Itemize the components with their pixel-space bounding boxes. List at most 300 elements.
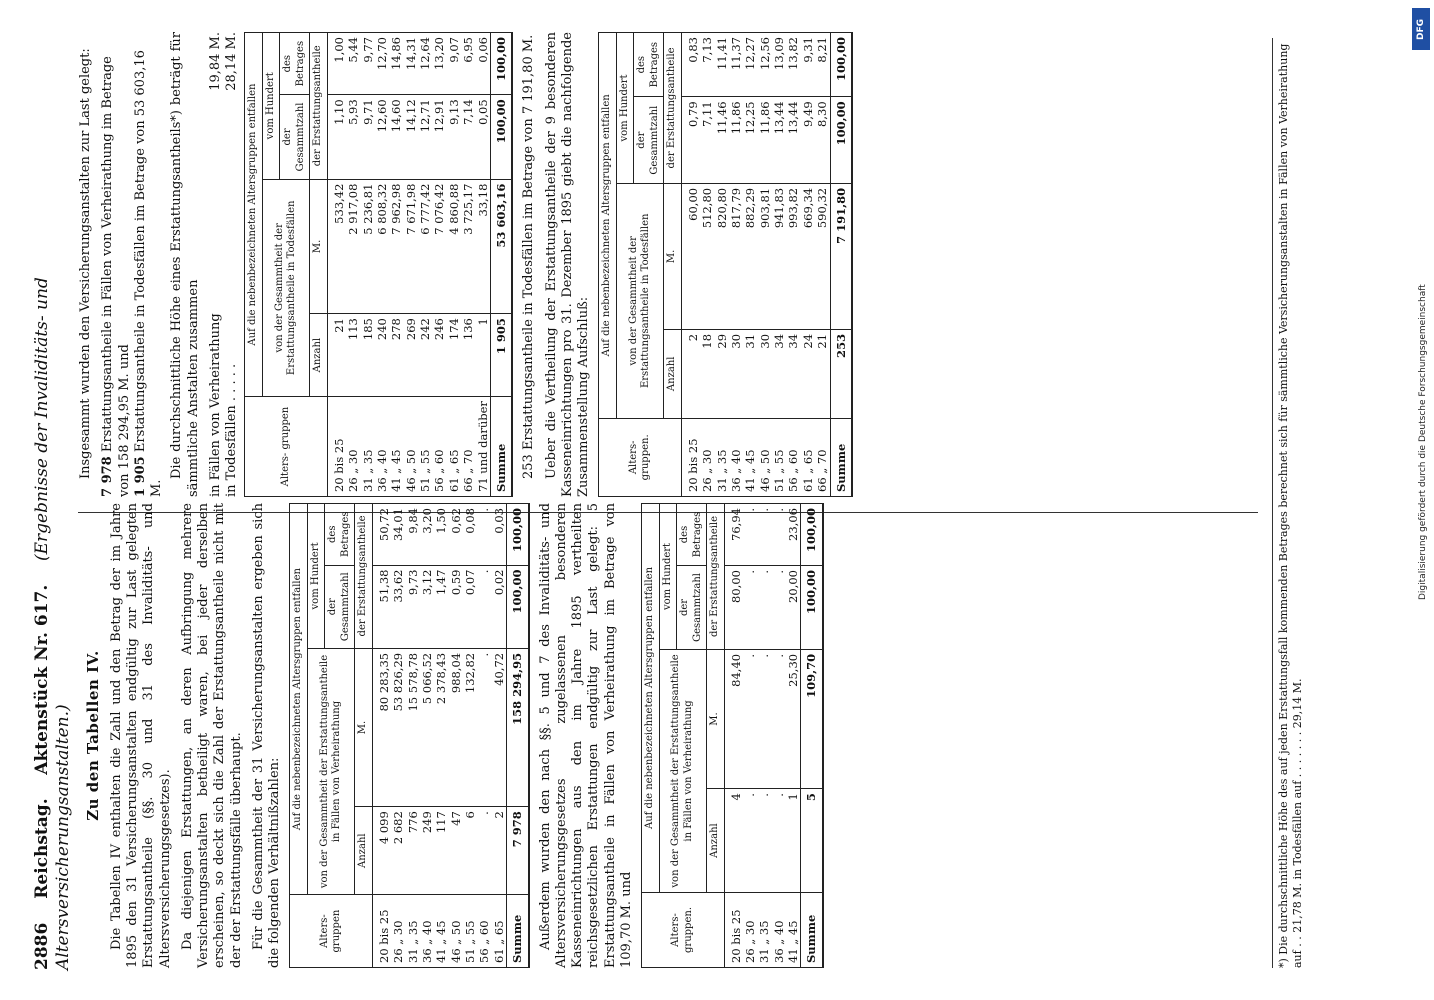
- table-row: [447, 33, 461, 497]
- cell-value: .: [772, 504, 786, 566]
- cell-value: 84,40: [724, 649, 743, 788]
- table-verheirathung-anstalten: [289, 503, 529, 968]
- cell-value: 31: [743, 329, 757, 418]
- row-label: 20 bis 25: [724, 892, 743, 967]
- row-label: 61 „ 65: [447, 397, 461, 497]
- cell-value: 0,06: [476, 33, 491, 95]
- table-row: [463, 504, 477, 968]
- cell-value: 269: [404, 314, 418, 397]
- table-row: [420, 504, 434, 968]
- cell-value: 5,93: [346, 95, 360, 179]
- paragraph-4: Außerdem wurden den nach §§. 5 und 7 des Invaliditäts- und Altersversicherungsgesetzes zugelassenen besonderen Kasseneinrichtungen aus den im Jahre 1895 vertheilten reichsgesetzlichen Erstattungen endgültig zur Last gelegt: 5 Erstattungsantheile in Fällen von Verheirathung im Betrage von 109,70 M. und: [537, 503, 634, 968]
- row-label: 31 „ 35: [406, 895, 420, 968]
- table-tod-anstalten: [244, 32, 513, 497]
- stat-table: [244, 32, 513, 497]
- cell-value: 5,44: [346, 33, 360, 95]
- count-tod: 1 905: [132, 456, 148, 497]
- cell-value: 249: [420, 807, 434, 895]
- cell-value: .: [743, 789, 757, 893]
- cell-value: 7 671,98: [404, 179, 418, 314]
- header-mark: M.: [664, 183, 682, 329]
- table-row: [786, 33, 800, 497]
- cell-value: 1,50: [434, 504, 448, 566]
- cell-value: .: [477, 648, 491, 806]
- table-row: [375, 33, 389, 497]
- cell-value: 136: [461, 314, 475, 397]
- cell-value: 60,00: [681, 183, 700, 329]
- table-row: [743, 504, 757, 968]
- cell-value: 0,07: [463, 565, 477, 648]
- cell-value: 8,21: [815, 33, 830, 97]
- table-row: [461, 33, 475, 497]
- cell-value: 14,12: [404, 95, 418, 179]
- cell-value: 13,82: [786, 33, 800, 97]
- average-paragraph: Die durchschnittliche Höhe eines Erstattungsantheils*) beträgt für sämmtliche Anstalten zusammen: [169, 32, 201, 497]
- header-group: Auf die nebenbezeichneten Altersgruppen entfallen: [599, 33, 617, 419]
- cell-value: 29: [715, 329, 729, 418]
- cell-value: 47: [449, 807, 463, 895]
- cell-value: 0,62: [449, 504, 463, 566]
- cell-value: 14,86: [389, 33, 403, 95]
- header-gesammtzahl: der Gesammtzahl: [634, 97, 664, 184]
- cell-value: 817,79: [729, 183, 743, 329]
- cell-value: 988,04: [449, 648, 463, 806]
- header-absolute: von der Gesammtheit der Erstattungsantheile in Todesfällen: [616, 183, 664, 418]
- row-label: 46 „ 50: [449, 895, 463, 968]
- cell-value: 14,31: [404, 33, 418, 95]
- row-label: 26 „ 30: [700, 418, 714, 496]
- cell-value: 6 777,42: [418, 179, 432, 314]
- cell-value: 20,00: [786, 566, 801, 650]
- table-row: [389, 33, 403, 497]
- paragraph-3: Für die Gesammtheit der 31 Versicherungsanstalten ergeben sich die folgenden Verhältnißzahlen:: [250, 503, 282, 968]
- total-row: [490, 33, 512, 497]
- cell-value: 669,34: [801, 183, 815, 329]
- cell-value: 278: [389, 314, 403, 397]
- table-row: [346, 33, 360, 497]
- cell-value: 9,13: [447, 95, 461, 179]
- total-label: Summe: [801, 892, 823, 967]
- total-value: 100,00: [490, 95, 512, 179]
- header-anzahl: Anzahl: [664, 329, 682, 418]
- table-row: [406, 504, 420, 968]
- table-row: [815, 33, 830, 497]
- cell-value: 882,29: [743, 183, 757, 329]
- cell-value: 34: [772, 329, 786, 418]
- cell-value: 12,64: [418, 33, 432, 95]
- cell-value: .: [757, 649, 771, 788]
- cell-value: 0,79: [681, 97, 700, 184]
- avg-verh-label: in Fällen von Verheirathung: [207, 313, 223, 497]
- cell-value: 12,56: [758, 33, 772, 97]
- cell-value: 21: [815, 329, 830, 418]
- cell-value: 30: [758, 329, 772, 418]
- footnote: *) Die durchschnittliche Höhe des auf jeden Erstattungsfall kommenden Betrages berechnet sich für sämmtliche Versicherungsanstalten in Fällen von Verheirathung auf . . 21,78 M. in Todesfällen auf . . . . . . . 29,14 M.: [1272, 38, 1305, 968]
- cell-value: 117: [434, 807, 448, 895]
- header-group: Auf die nebenbezeichneten Altersgruppen entfallen: [642, 504, 660, 893]
- cell-value: 12,91: [432, 95, 446, 179]
- table-verheirathung-kassen: [641, 503, 824, 968]
- total-value: 100,00: [490, 33, 512, 95]
- table-row: [772, 504, 786, 968]
- stat-table: [641, 503, 824, 968]
- header-vom-hundert: vom Hundert: [659, 504, 677, 650]
- cell-value: 9,31: [801, 33, 815, 97]
- total-value: 100,00: [507, 565, 529, 648]
- cell-value: 12,71: [418, 95, 432, 179]
- cell-value: 2: [492, 807, 507, 895]
- cell-value: 12,25: [743, 97, 757, 184]
- cell-value: 34,01: [391, 504, 405, 566]
- cell-value: 3,12: [420, 565, 434, 648]
- header-absolute: von der Gesammtheit der Erstattungsantheile in Fällen von Verheirathung: [659, 649, 707, 892]
- cell-value: 6 808,32: [375, 179, 389, 314]
- total-value: 100,00: [830, 33, 852, 97]
- cell-value: 0,83: [681, 33, 700, 97]
- table-row: [434, 504, 448, 968]
- header-vom-hundert: vom Hundert: [616, 33, 634, 184]
- cell-value: .: [477, 807, 491, 895]
- cell-value: 132,82: [463, 648, 477, 806]
- cell-value: 7 962,98: [389, 179, 403, 314]
- cell-value: 33,18: [476, 179, 491, 314]
- cell-value: .: [757, 789, 771, 893]
- row-label: 46 „ 50: [758, 418, 772, 496]
- avg-tod-label: in Todesfällen . . . . .: [224, 363, 239, 497]
- table-row: [372, 504, 391, 968]
- cell-value: 25,30: [786, 649, 801, 788]
- text-verheirathung: Erstattungsantheile in Fällen von Verheirathung im Betrage von 158 294,95 M. und: [100, 56, 132, 497]
- cell-value: 51,38: [372, 565, 391, 648]
- table-row: [418, 33, 432, 497]
- cell-value: 12,60: [375, 95, 389, 179]
- header-anzahl: Anzahl: [310, 314, 328, 397]
- cell-value: 0,59: [449, 565, 463, 648]
- page-header: [32, 30, 75, 970]
- cell-value: 50,72: [372, 504, 391, 566]
- cell-value: .: [743, 649, 757, 788]
- cell-value: 1: [786, 789, 801, 893]
- cell-value: 30: [729, 329, 743, 418]
- stat-table: [289, 503, 529, 968]
- header-betrages: des Betrages: [634, 33, 664, 97]
- total-row: [830, 33, 852, 497]
- cell-value: 776: [406, 807, 420, 895]
- cell-value: 8,30: [815, 97, 830, 184]
- cell-value: 13,09: [772, 33, 786, 97]
- header-betrages: des Betrages: [677, 504, 707, 566]
- header-altersgruppen: Alters- gruppen.: [642, 892, 725, 967]
- cell-value: 1: [476, 314, 491, 397]
- total-value: 158 294,95: [507, 648, 529, 806]
- total-label: Summe: [830, 418, 852, 496]
- cell-value: 6: [463, 807, 477, 895]
- cell-value: 4 860,88: [447, 179, 461, 314]
- cell-value: 3 725,17: [461, 179, 475, 314]
- total-value: 100,00: [830, 97, 852, 184]
- cell-value: 174: [447, 314, 461, 397]
- header-gesammtzahl: der Gesammtzahl: [325, 565, 355, 648]
- cell-value: 533,42: [327, 179, 346, 314]
- digitization-credit: Digitalisierung gefördert durch die Deutsche Forschungsgemeinschaft: [1418, 284, 1428, 600]
- table-row: [757, 504, 771, 968]
- table-row: [432, 33, 446, 497]
- cell-value: 7 076,42: [432, 179, 446, 314]
- total-value: 100,00: [801, 566, 823, 650]
- row-label: 61 „ 65: [801, 418, 815, 496]
- cell-value: 9,71: [361, 95, 375, 179]
- cell-value: .: [757, 566, 771, 650]
- cell-value: 80,00: [724, 566, 743, 650]
- row-label: 66 „ 70: [461, 397, 475, 497]
- cell-value: 24: [801, 329, 815, 418]
- cell-value: 7,13: [700, 33, 714, 97]
- cell-value: 820,80: [715, 183, 729, 329]
- cell-value: 1,47: [434, 565, 448, 648]
- header-gesammtzahl: der Gesammtzahl: [280, 95, 310, 179]
- row-label: 31 „ 35: [715, 418, 729, 496]
- table-row: [476, 33, 491, 497]
- table-row: [724, 504, 743, 968]
- total-value: 100,00: [801, 504, 823, 566]
- row-label: 56 „ 60: [786, 418, 800, 496]
- cell-value: 9,77: [361, 33, 375, 95]
- row-label: 61 „ 65: [492, 895, 507, 968]
- publication-name: Reichstag.: [32, 798, 52, 899]
- cell-value: 11,86: [729, 97, 743, 184]
- cell-value: 40,72: [492, 648, 507, 806]
- table-row: [700, 33, 714, 497]
- header-mark: M.: [707, 649, 725, 788]
- row-label: 41 „ 45: [389, 397, 403, 497]
- table-row: [758, 33, 772, 497]
- cell-value: 512,80: [700, 183, 714, 329]
- cell-value: 21: [327, 314, 346, 397]
- table-row: [729, 33, 743, 497]
- paragraph-2: Da diejenigen Erstattungen, an deren Aufbringung mehrere Versicherungsanstalten betheiligt waren, bei jeder derselben erscheinen, so deckt sich die Zahl der Erstattungsantheile nicht mit der der Erstattungsfälle überhaupt.: [179, 503, 244, 968]
- total-value: 100,00: [507, 504, 529, 566]
- total-value: 253: [830, 329, 852, 418]
- row-label: 51 „ 55: [463, 895, 477, 968]
- left-column: [78, 503, 832, 968]
- cell-value: 3,20: [420, 504, 434, 566]
- header-group: Auf die nebenbezeichneten Altersgruppen entfallen: [245, 33, 263, 397]
- cell-value: 9,73: [406, 565, 420, 648]
- section-title: Zu den Tabellen IV.: [84, 650, 102, 821]
- header-betrages: des Betrages: [325, 504, 355, 566]
- cell-value: .: [743, 566, 757, 650]
- cell-value: 1,00: [327, 33, 346, 95]
- row-label: 41 „ 45: [786, 892, 801, 967]
- header-vom-hundert: vom Hundert: [307, 504, 325, 649]
- header-mark: M.: [355, 648, 373, 806]
- cell-value: 0,05: [476, 95, 491, 179]
- header-erstattungsantheile: der Erstattungsantheile: [664, 33, 682, 184]
- total-row: [801, 504, 823, 968]
- row-label: 46 „ 50: [404, 397, 418, 497]
- cell-value: 113: [346, 314, 360, 397]
- table-row: [404, 33, 418, 497]
- row-label: 36 „ 40: [420, 895, 434, 968]
- row-label: 36 „ 40: [729, 418, 743, 496]
- cell-value: 6,95: [461, 33, 475, 95]
- total-value: 109,70: [801, 649, 823, 788]
- cell-value: .: [477, 565, 491, 648]
- header-mark: M.: [310, 179, 328, 314]
- row-label: 66 „ 70: [815, 418, 830, 496]
- document-number: Aktenstück Nr. 617.: [32, 584, 52, 775]
- right-intro: Insgesammt wurden den Versicherungsanstalten zur Last gelegt:: [78, 48, 93, 479]
- summary-lines: [100, 32, 165, 497]
- cell-value: 242: [418, 314, 432, 397]
- cell-value: 5 066,52: [420, 648, 434, 806]
- header-erstattungsantheile: der Erstattungsantheile: [355, 504, 373, 649]
- row-label: 51 „ 55: [418, 397, 432, 497]
- document-subtitle: (Ergebnisse der Invaliditäts- und Altersversicherungsanstalten.): [32, 277, 74, 970]
- cell-value: 0,08: [463, 504, 477, 566]
- cell-value: 246: [432, 314, 446, 397]
- cell-value: 0,03: [492, 504, 507, 566]
- header-group: Auf die nebenbezeichneten Altersgruppen entfallen: [290, 504, 308, 895]
- row-label: 41 „ 45: [434, 895, 448, 968]
- header-gesammtzahl: der Gesammtzahl: [677, 566, 707, 650]
- cell-value: 12,70: [375, 33, 389, 95]
- row-label: 41 „ 45: [743, 418, 757, 496]
- table-row: [477, 504, 491, 968]
- cell-value: 11,46: [715, 97, 729, 184]
- avg-tod-value: 28,14 M.: [224, 32, 239, 91]
- cell-value: .: [743, 504, 757, 566]
- row-label: 20 bis 25: [327, 397, 346, 497]
- right-column: [78, 32, 861, 497]
- cell-value: .: [477, 504, 491, 566]
- table-row: [801, 33, 815, 497]
- cell-value: 0,02: [492, 565, 507, 648]
- digitization-sidebar: [1400, 0, 1434, 1000]
- cell-value: 185: [361, 314, 375, 397]
- cell-value: 80 283,35: [372, 648, 391, 806]
- cell-value: 7,14: [461, 95, 475, 179]
- cell-value: 13,44: [786, 97, 800, 184]
- table-row: [327, 33, 346, 497]
- cell-value: 34: [786, 329, 800, 418]
- header-erstattungsantheile: der Erstattungsantheile: [707, 504, 725, 650]
- cell-value: 2 917,08: [346, 179, 360, 314]
- total-value: 1 905: [490, 314, 512, 397]
- cell-value: .: [772, 649, 786, 788]
- total-value: 5: [801, 789, 823, 893]
- cell-value: 11,86: [758, 97, 772, 184]
- cell-value: 941,83: [772, 183, 786, 329]
- table-row: [786, 504, 801, 968]
- total-value: 7 191,80: [830, 183, 852, 329]
- cell-value: 11,37: [729, 33, 743, 97]
- cell-value: 13,44: [772, 97, 786, 184]
- header-altersgruppen: Alters- gruppen: [290, 895, 373, 968]
- cell-value: .: [757, 504, 771, 566]
- page-number: 2886: [32, 922, 52, 970]
- cell-value: .: [772, 789, 786, 893]
- total-label: Summe: [507, 895, 529, 968]
- cell-value: 2 682: [391, 807, 405, 895]
- cell-value: 4: [724, 789, 743, 893]
- table-row: [391, 504, 405, 968]
- cell-value: 2: [681, 329, 700, 418]
- header-anzahl: Anzahl: [707, 789, 725, 893]
- cell-value: 993,82: [786, 183, 800, 329]
- text-tod: Erstattungsantheile in Todesfällen im Betrage von 53 603,16 M.: [132, 50, 164, 497]
- cell-value: 23,06: [786, 504, 801, 566]
- header-betrages: des Betrages: [280, 33, 310, 95]
- total-row: [507, 504, 529, 968]
- cell-value: 590,32: [815, 183, 830, 329]
- cell-value: 240: [375, 314, 389, 397]
- paragraph-tod: 253 Erstattungsantheile in Todesfällen im Betrage von 7 191,80 M.: [521, 34, 537, 479]
- cell-value: 9,07: [447, 33, 461, 95]
- row-label: 31 „ 35: [361, 397, 375, 497]
- count-verheirathung: 7 978: [100, 456, 116, 497]
- cell-value: 15 578,78: [406, 648, 420, 806]
- header-erstattungsantheile: der Erstattungsantheile: [310, 33, 328, 180]
- row-label: 56 „ 60: [477, 895, 491, 968]
- cell-value: 5 236,81: [361, 179, 375, 314]
- row-label: 20 bis 25: [681, 418, 700, 496]
- total-value: 53 603,16: [490, 179, 512, 314]
- cell-value: 1,10: [327, 95, 346, 179]
- avg-verh-value: 19,84 M.: [207, 32, 223, 91]
- dfg-logo: DFG: [1412, 8, 1430, 50]
- row-label: 31 „ 35: [757, 892, 771, 967]
- intro-paragraph: Die Tabellen IV enthalten die Zahl und den Betrag der im Jahre 1895 den 31 Versicherungsanstalten endgültig zur Last gelegten Erstattungsantheile (§§. 30 und 31 des Invaliditäts- und Altersversicherungsgesetzes).: [108, 503, 173, 968]
- row-label: 56 „ 60: [432, 397, 446, 497]
- table-row: [772, 33, 786, 497]
- cell-value: 33,62: [391, 565, 405, 648]
- cell-value: 18: [700, 329, 714, 418]
- cell-value: 12,27: [743, 33, 757, 97]
- table-row: [743, 33, 757, 497]
- header-anzahl: Anzahl: [355, 807, 373, 895]
- cell-value: .: [772, 566, 786, 650]
- row-label: 26 „ 30: [346, 397, 360, 497]
- header-altersgruppen: Alters- gruppen.: [599, 418, 682, 496]
- table-row: [681, 33, 700, 497]
- header-absolute: von der Gesammtheit der Erstattungsantheile in Todesfällen: [262, 179, 310, 397]
- cell-value: 76,94: [724, 504, 743, 566]
- header-absolute: von der Gesammtheit der Erstattungsantheile in Fällen von Verheirathung: [307, 648, 355, 894]
- stat-table: [598, 32, 853, 497]
- row-label: 20 bis 25: [372, 895, 391, 968]
- cell-value: 2 378,43: [434, 648, 448, 806]
- cell-value: 903,81: [758, 183, 772, 329]
- paragraph-kassen: Ueber die Vertheilung der Erstattungsantheile der 9 besonderen Kasseneinrichtungen pro 31. Dezember 1895 giebt die nachfolgende Zusammenstellung Aufschluß:: [543, 32, 591, 497]
- row-label: 51 „ 55: [772, 418, 786, 496]
- row-label: 71 und darüber: [476, 397, 491, 497]
- table-row: [449, 504, 463, 968]
- cell-value: 7,11: [700, 97, 714, 184]
- cell-value: 14,60: [389, 95, 403, 179]
- row-label: 26 „ 30: [391, 895, 405, 968]
- table-row: [361, 33, 375, 497]
- row-label: 36 „ 40: [375, 397, 389, 497]
- header-vom-hundert: vom Hundert: [262, 33, 280, 180]
- average-values: [208, 32, 241, 497]
- cell-value: 9,84: [406, 504, 420, 566]
- cell-value: 4 099: [372, 807, 391, 895]
- cell-value: 53 826,29: [391, 648, 405, 806]
- row-label: 26 „ 30: [743, 892, 757, 967]
- total-label: Summe: [490, 397, 512, 497]
- cell-value: 11,41: [715, 33, 729, 97]
